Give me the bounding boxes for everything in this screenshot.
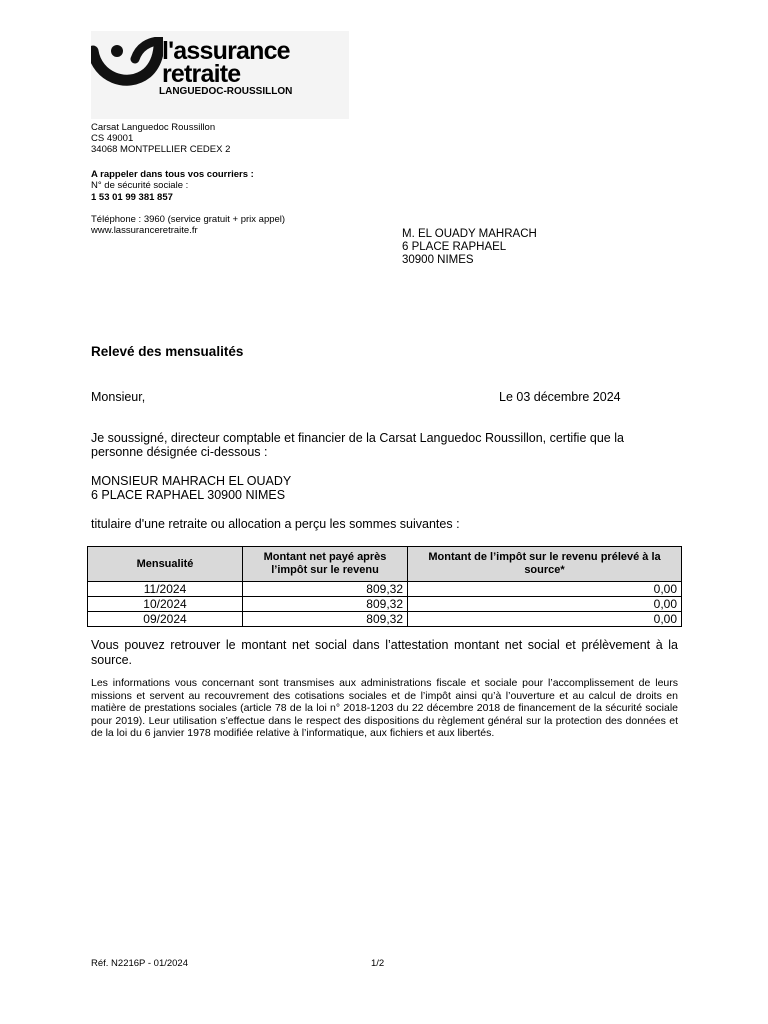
logo-text-line1: l'assurance [162, 37, 290, 65]
salutation: Monsieur, [91, 390, 146, 404]
logo-mark-icon [91, 37, 163, 87]
ssn-label: N° de sécurité sociale : [91, 180, 189, 191]
col-header-net-amount: Montant net payé après l’impôt sur le revenu [243, 547, 408, 582]
recipient-street: 6 PLACE RAPHAEL [402, 241, 507, 253]
cell-tax: 0,00 [408, 612, 682, 627]
certify-line2: personne désignée ci-dessous : [91, 445, 268, 459]
reminder-heading: A rappeler dans tous vos courriers : [91, 169, 254, 180]
logo-text-line2: retraite [162, 60, 241, 88]
data-privacy-notice: Les informations vous concernant sont transmises aux administrations fiscale et sociale pour l’accomplissement de leurs missions et servent au recouvrement des cotisations sociales et de l’impôt ainsi qu’à l’ouverture et au calcul de droits en matière de prestations sociales (article 78 de la loi n° 2018-1203 du 22 décembre 2018 de financement de la sécurité sociale pour 2019). Leur utilisation s’effectue dans le respect des dispositions du règlement général sur la protection des données et de la loi du 6 janvier 1978 modifiée relative à l’informatique, aux fichiers et aux libertés. [91, 677, 678, 740]
recipient-address [402, 228, 537, 267]
cell-net-amount: 809,32 [243, 582, 408, 597]
col-header-tax: Montant de l’impôt sur le revenu prélevé à la source* [408, 547, 682, 582]
cell-net-amount: 809,32 [243, 612, 408, 627]
logo-region: LANGUEDOC-ROUSSILLON [159, 86, 293, 97]
document-title: Relevé des mensualités [91, 344, 244, 359]
page-number: 1/2 [371, 958, 385, 969]
sender-city: 34068 MONTPELLIER CEDEX 2 [91, 144, 231, 155]
certify-line1: Je soussigné, directeur comptable et financier de la Carsat Languedoc Roussillon, certifie que la [91, 431, 624, 445]
phone-info: Téléphone : 3960 (service gratuit + prix appel) [91, 214, 286, 225]
letter-date: Le 03 décembre 2024 [499, 390, 621, 404]
cell-month: 11/2024 [88, 582, 243, 597]
cell-tax: 0,00 [408, 582, 682, 597]
cell-month: 10/2024 [88, 597, 243, 612]
beneficiary-name: MONSIEUR MAHRACH EL OUADY [91, 474, 292, 488]
table-row [88, 582, 682, 597]
table-row [88, 612, 682, 627]
reference-number: Réf. N2216P - 01/2024 [91, 958, 189, 969]
payments-table [87, 546, 682, 627]
ssn-value: 1 53 01 99 381 857 [91, 192, 173, 203]
cell-tax: 0,00 [408, 597, 682, 612]
net-social-note: Vous pouvez retrouver le montant net social dans l’attestation montant net social et prélèvement à la source. [91, 638, 678, 667]
sender-cs: CS 49001 [91, 133, 134, 144]
table-header-row [88, 547, 682, 582]
payments-intro: titulaire d'une retraite ou allocation a perçu les sommes suivantes : [91, 517, 460, 531]
cell-month: 09/2024 [88, 612, 243, 627]
logo [91, 31, 349, 119]
table-row [88, 597, 682, 612]
sender-name: Carsat Languedoc Roussillon [91, 122, 216, 133]
col-header-month: Mensualité [88, 547, 243, 582]
cell-net-amount: 809,32 [243, 597, 408, 612]
recipient-city: 30900 NIMES [402, 254, 474, 266]
beneficiary-address: 6 PLACE RAPHAEL 30900 NIMES [91, 488, 286, 502]
recipient-name: M. EL OUADY MAHRACH [402, 228, 537, 240]
website-link[interactable]: www.lassuranceretraite.fr [91, 225, 198, 236]
